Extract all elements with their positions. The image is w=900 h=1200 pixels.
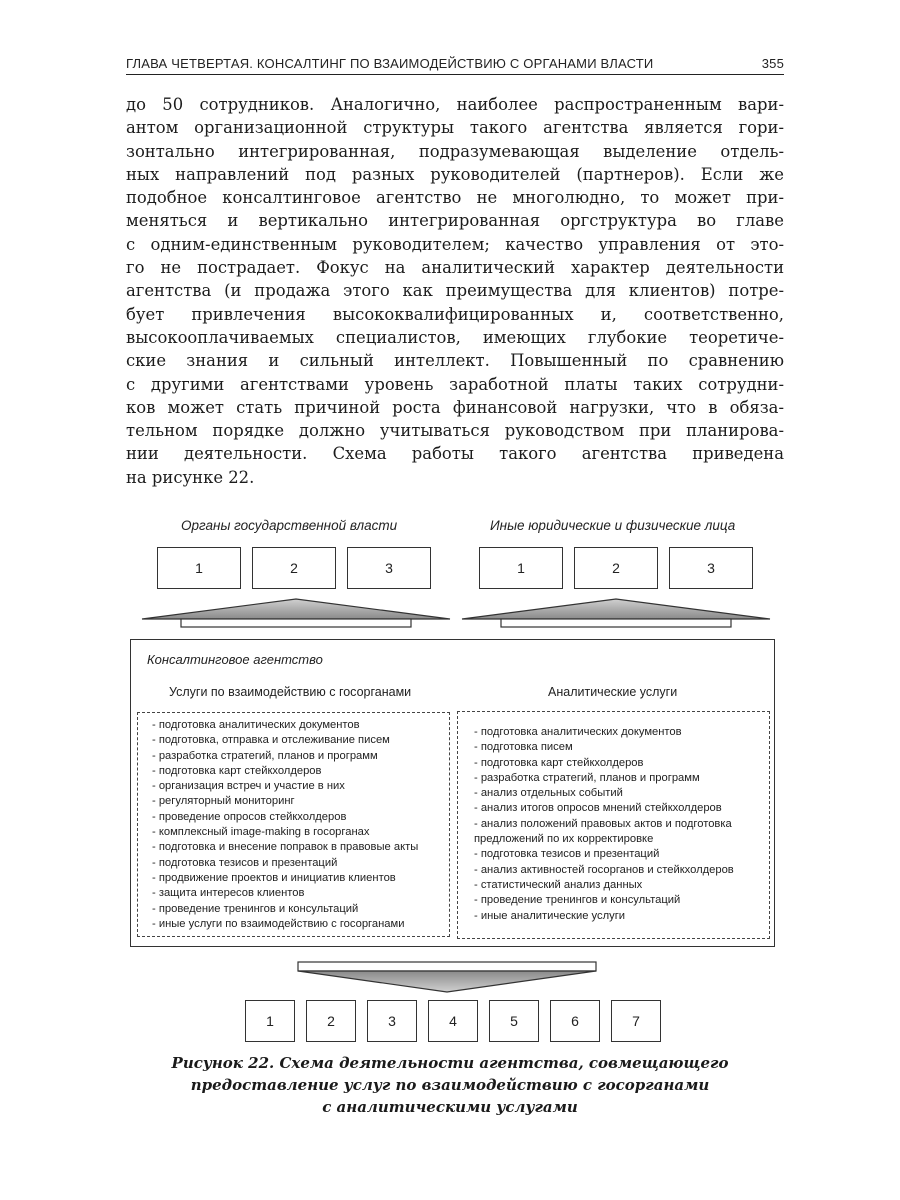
chapter-title: ГЛАВА ЧЕТВЕРТАЯ. КОНСАЛТИНГ ПО ВЗАИМОДЕЙСТВИЮ С ОРГАНАМИ ВЛАСТИ: [126, 56, 654, 71]
list-item: - статистический анализ данных: [474, 878, 643, 891]
left-group-box: 1: [157, 547, 241, 589]
bottom-box: 1: [245, 1000, 295, 1042]
left-group-box: 3: [347, 547, 431, 589]
right-group-box: 2: [574, 547, 658, 589]
list-item: - продвижение проектов и инициатив клиентов: [152, 871, 396, 884]
right-column-title: Аналитические услуги: [548, 685, 678, 699]
left-group-box: 2: [252, 547, 336, 589]
list-item: - регуляторный мониторинг: [152, 795, 295, 808]
right-group-title: Иные юридические и физические лица: [490, 518, 736, 533]
body-line: меняться и вертикально интегрированная оргструктура во главе: [126, 211, 784, 231]
bottom-box: 7: [611, 1000, 661, 1042]
list-item: - анализ положений правовых актов и подготовка: [474, 817, 732, 830]
agency-title: Консалтинговое агентство: [147, 652, 323, 667]
list-item: - подготовка карт стейкхолдеров: [474, 756, 644, 769]
list-item: - проведение опросов стейкхолдеров: [152, 810, 347, 823]
agency-box: [130, 639, 775, 947]
list-item: - анализ отдельных событий: [474, 787, 623, 800]
figure-caption: [100, 1052, 800, 1118]
left-column-title: Услуги по взаимодействию с госорганами: [169, 685, 412, 699]
bottom-box: 6: [550, 1000, 600, 1042]
body-line: го не пострадает. Фокус на аналитический характер деятельности: [126, 258, 784, 278]
list-item: - проведение тренингов и консультаций: [474, 894, 681, 907]
down-arrow: [298, 962, 596, 992]
body-line: до 50 сотрудников. Аналогично, наиболее распространенным вари-: [126, 95, 784, 114]
gov-services-list: [137, 712, 450, 937]
list-item: - комплексный image-making в госорганах: [152, 826, 370, 839]
body-line: нии деятельности. Схема работы такого агентства приведена: [126, 444, 784, 464]
right-group-box: 1: [479, 547, 563, 589]
list-item: предложений по их корректировке: [474, 833, 654, 846]
body-line: агентства (и продажа этого как преимущества для клиентов) потре-: [126, 281, 784, 301]
left-group-title: Органы государственной власти: [181, 518, 398, 533]
body-line: с другими агентствами уровень заработной платы таких сотрудни-: [126, 374, 784, 394]
list-item: - подготовка, отправка и отслеживание писем: [152, 734, 390, 747]
body-line: с одним-единственным руководителем; качество управления от это-: [126, 234, 784, 254]
list-item: - подготовка тезисов и презентаций: [152, 856, 338, 869]
bottom-box: 5: [489, 1000, 539, 1042]
caption-line: с аналитическими услугами: [322, 1098, 578, 1116]
body-line: бует привлечения высококвалифицированных и, соответственно,: [126, 304, 784, 324]
body-line: подобное консалтинговое агентство не многолюдно, то может при-: [126, 188, 784, 208]
body-line: высокооплачиваемых специалистов, имеющих глубокие теоретиче-: [126, 327, 784, 347]
body-line: зонтально интегрированная, подразумевающая выделение отдель-: [126, 141, 784, 161]
body-line: ские знания и сильный интеллект. Повышенный по сравнению: [126, 351, 784, 371]
right-up-arrow: [462, 599, 770, 627]
bottom-box: 2: [306, 1000, 356, 1042]
list-item: - анализ активностей госорганов и стейкхолдеров: [474, 863, 734, 876]
list-item: - проведение тренингов и консультаций: [152, 902, 359, 915]
right-group-box: 3: [669, 547, 753, 589]
list-item: - анализ итогов опросов мнений стейкхолдеров: [474, 802, 722, 815]
body-line: ков может стать причиной роста финансовой нагрузки, что в обяза-: [126, 397, 784, 417]
page-number: 355: [761, 56, 784, 71]
list-item: - подготовка аналитических документов: [152, 719, 360, 731]
body-line: тельном порядке должно учитываться руководством при планирова-: [126, 421, 784, 441]
left-up-arrow: [142, 599, 450, 627]
analytic-services-list: [457, 711, 770, 939]
bottom-box: 3: [367, 1000, 417, 1042]
list-item: - разработка стратегий, планов и программ: [474, 771, 700, 784]
bottom-box: 4: [428, 1000, 478, 1042]
list-item: - организация встреч и участие в них: [152, 780, 345, 793]
body-line: на рисунке 22.: [126, 467, 255, 487]
list-item: - подготовка карт стейкхолдеров: [152, 764, 322, 777]
list-item: - подготовка тезисов и презентаций: [474, 848, 660, 861]
body-line: антом организационной структуры такого агентства является гори-: [126, 118, 784, 138]
list-item: - разработка стратегий, планов и программ: [152, 749, 378, 762]
list-item: - подготовка аналитических документов: [474, 726, 682, 738]
list-item: - защита интересов клиентов: [152, 887, 305, 900]
list-item: - иные аналитические услуги: [474, 909, 626, 922]
caption-line: Рисунок 22. Схема деятельности агентства, совмещающего: [171, 1054, 729, 1072]
list-item: - подготовка писем: [474, 741, 573, 754]
list-item: - подготовка и внесение поправок в правовые акты: [152, 841, 419, 854]
list-item: - иные услуги по взаимодействию с госорганами: [152, 917, 405, 930]
caption-line: предоставление услуг по взаимодействию с госорганами: [190, 1076, 710, 1094]
body-line: ных направлений под разных руководителей (партнеров). Если же: [126, 164, 784, 184]
